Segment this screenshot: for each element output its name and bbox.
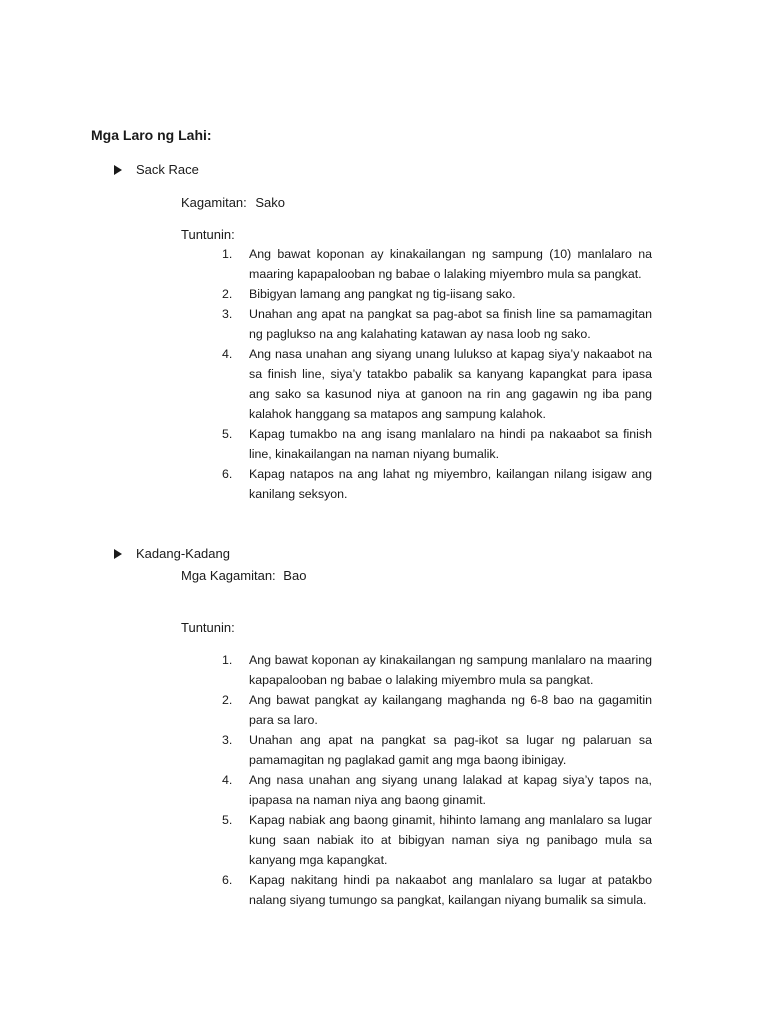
list-item-number: 5. [222, 813, 233, 827]
list-item-text: Bibigyan lamang ang pangkat ng tig-iisang sako. [249, 287, 516, 301]
list-item-text: Ang nasa unahan ang siyang unang lulukso at kapag siya’y nakaabot na sa finish line, siya’y tatakbo pabalik sa kanyang kapangkat para ipasa ang sako sa kasunod niya at ganoon na rin ang gagawin ng iba pang kalahok hanggang sa matapos ang sampung kalahok. [249, 347, 652, 421]
arrow-bullet-icon [114, 549, 122, 559]
list-item-number: 1. [222, 247, 233, 261]
list-item [222, 304, 652, 344]
list-item [222, 284, 652, 304]
section-heading-sack-race [114, 162, 199, 177]
materials-label: Kagamitan: [181, 195, 247, 210]
rules-list-kadang-kadang [222, 650, 652, 910]
list-item-number: 3. [222, 307, 233, 321]
arrow-bullet-icon [114, 165, 122, 175]
list-item-text: Kapag natapos na ang lahat ng miyembro, kailangan nilang isigaw ang kanilang seksyon. [249, 467, 652, 501]
materials-line [181, 568, 306, 583]
list-item-number: 6. [222, 467, 233, 481]
list-item-text: Ang bawat koponan ay kinakailangan ng sampung manlalaro na maaring kapapalooban ng babae o lalaking miyembro mula sa pangkat. [249, 653, 652, 687]
section-heading-label: Sack Race [136, 162, 199, 177]
list-item-number: 4. [222, 347, 233, 361]
rules-label: Tuntunin: [181, 620, 235, 635]
list-item-number: 2. [222, 287, 233, 301]
materials-value: Sako [255, 195, 286, 210]
list-item [222, 424, 652, 464]
list-item [222, 730, 652, 770]
list-item-number: 4. [222, 773, 233, 787]
list-item [222, 650, 652, 690]
list-item-number: 3. [222, 733, 233, 747]
list-item-number: 2. [222, 693, 233, 707]
list-item [222, 870, 652, 910]
section-heading-label: Kadang-Kadang [136, 546, 230, 561]
list-item [222, 690, 652, 730]
list-item [222, 810, 652, 870]
list-item-number: 6. [222, 873, 233, 887]
list-item-number: 5. [222, 427, 233, 441]
materials-line [181, 195, 285, 210]
list-item-text: Unahan ang apat na pangkat sa pag-abot sa finish line sa pamamagitan ng paglukso na ang kalahating katawan ay nasa loob ng sako. [249, 307, 652, 341]
list-item [222, 770, 652, 810]
list-item-text: Kapag nabiak ang baong ginamit, hihinto lamang ang manlalaro sa lugar kung saan nabiak ito at bibigyan naman siya ng panibago mula sa kanyang mga kapangkat. [249, 813, 652, 867]
list-item-text: Kapag nakitang hindi pa nakaabot ang manlalaro sa lugar at patakbo nalang siyang tumungo sa pangkat, kailangan niyang bumalik sa simula. [249, 873, 652, 907]
rules-label: Tuntunin: [181, 227, 235, 242]
list-item-number: 1. [222, 653, 233, 667]
list-item [222, 464, 652, 504]
list-item [222, 244, 652, 284]
list-item-text: Unahan ang apat na pangkat sa pag-ikot sa lugar ng palaruan sa pamamagitan ng paglakad gamit ang mga baong ibinigay. [249, 733, 652, 767]
list-item-text: Ang nasa unahan ang siyang unang lalakad at kapag siya’y tapos na, ipapasa na naman niya ang baong ginamit. [249, 773, 652, 807]
list-item-text: Kapag tumakbo na ang isang manlalaro na hindi pa nakaabot sa finish line, kinakailangan na naman niyang bumalik. [249, 427, 652, 461]
section-heading-kadang-kadang [114, 546, 230, 561]
materials-label: Mga Kagamitan: [181, 568, 276, 583]
document-title: Mga Laro ng Lahi: [91, 127, 212, 143]
list-item-text: Ang bawat pangkat ay kailangang maghanda ng 6-8 bao na gagamitin para sa laro. [249, 693, 652, 727]
materials-value: Bao [283, 568, 307, 583]
list-item-text: Ang bawat koponan ay kinakailangan ng sampung (10) manlalaro na maaring kapapalooban ng babae o lalaking miyembro mula sa pangkat. [249, 247, 652, 281]
list-item [222, 344, 652, 424]
rules-list-sack-race [222, 244, 652, 504]
